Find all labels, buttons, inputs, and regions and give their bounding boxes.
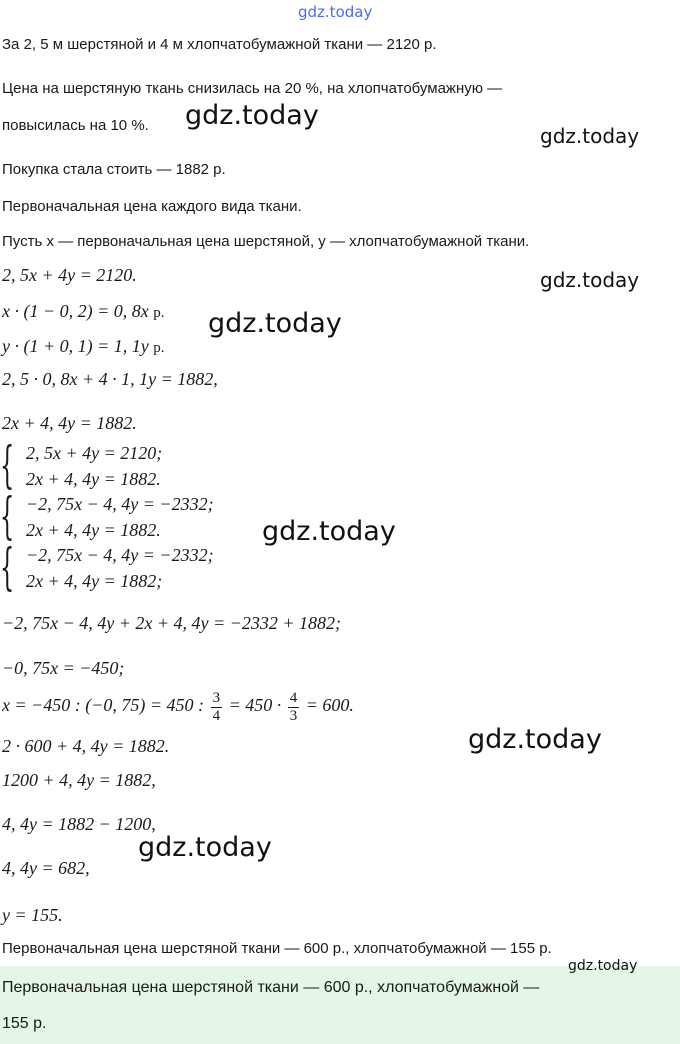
equation: 2 · 600 + 4, 4y = 1882. [2,736,170,756]
system-line: 2x + 4, 4y = 1882; [26,571,163,591]
system-line: 2x + 4, 4y = 1882. [26,469,161,489]
equation: 2x + 4, 4y = 1882. [2,413,137,433]
equation-expr: y · (1 + 0, 1) = 1, 1y [2,336,149,356]
equation-unit: р. [153,340,165,356]
system-line: 2x + 4, 4y = 1882. [26,520,161,540]
solution-result: Первоначальная цена шерстяной ткани — 600 р., хлопчатобумажной — 155 р. [2,940,552,957]
equation-part: = 450 · [228,695,282,716]
fraction-denominator: 3 [289,707,298,724]
system-brace: { [0,436,15,494]
equation: 1200 + 4, 4y = 1882, [2,770,156,790]
problem-line: За 2, 5 м шерстяной и 4 м хлопчатобумажной ткани — 2120 р. [2,36,437,53]
equation: −2, 75x − 4, 4y + 2x + 4, 4y = −2332 + 1882; [2,613,341,633]
system-line: −2, 75x − 4, 4y = −2332; [26,494,214,514]
equation: 4, 4y = 1882 − 1200, [2,814,156,834]
equation [2,336,165,357]
answer-line: Первоначальная цена шерстяной ткани — 600 р., хлопчатобумажной — [2,979,540,996]
equation-part: x = −450 : (−0, 75) = 450 : [2,695,205,716]
watermark-top: gdz.today [298,3,373,21]
fraction-numerator: 4 [289,690,298,706]
watermark: gdz.today [208,308,342,339]
answer-line: 155 р. [2,1015,47,1032]
equation-fraction-line [2,690,354,724]
fraction-denominator: 4 [212,707,221,724]
system-brace: { [0,538,15,596]
answer-box [0,966,680,1044]
equation-expr: x · (1 − 0, 2) = 0, 8x [2,301,149,321]
watermark: gdz.today [468,724,602,755]
watermark: gdz.today [138,832,272,863]
watermark: gdz.today [185,100,319,131]
equation: 4, 4y = 682, [2,858,90,878]
fraction [288,690,300,724]
equation-unit: р. [153,305,165,321]
problem-line: Первоначальная цена каждого вида ткани. [2,198,302,215]
problem-line: Цена на шерстяную ткань снизилась на 20 %, на хлопчатобумажную — [2,80,503,97]
watermark: gdz.today [568,958,638,974]
watermark: gdz.today [540,124,640,148]
system-line: −2, 75x − 4, 4y = −2332; [26,545,214,565]
equation-part: = 600. [305,695,354,716]
equation: y = 155. [2,905,63,925]
solution-let: Пусть x — первоначальная цена шерстяной, y — хлопчатобумажной ткани. [2,233,530,250]
problem-line: повысилась на 10 %. [2,117,149,134]
system-brace: { [0,487,15,545]
fraction [211,690,223,724]
problem-line: Покупка стала стоить — 1882 р. [2,161,226,178]
equation [2,301,165,322]
equation: −0, 75x = −450; [2,658,125,678]
equation: 2, 5x + 4y = 2120. [2,265,137,285]
fraction-numerator: 3 [212,690,221,706]
watermark: gdz.today [262,516,396,547]
equation: 2, 5 · 0, 8x + 4 · 1, 1y = 1882, [2,369,218,389]
system-line: 2, 5x + 4y = 2120; [26,443,163,463]
watermark: gdz.today [540,268,640,292]
